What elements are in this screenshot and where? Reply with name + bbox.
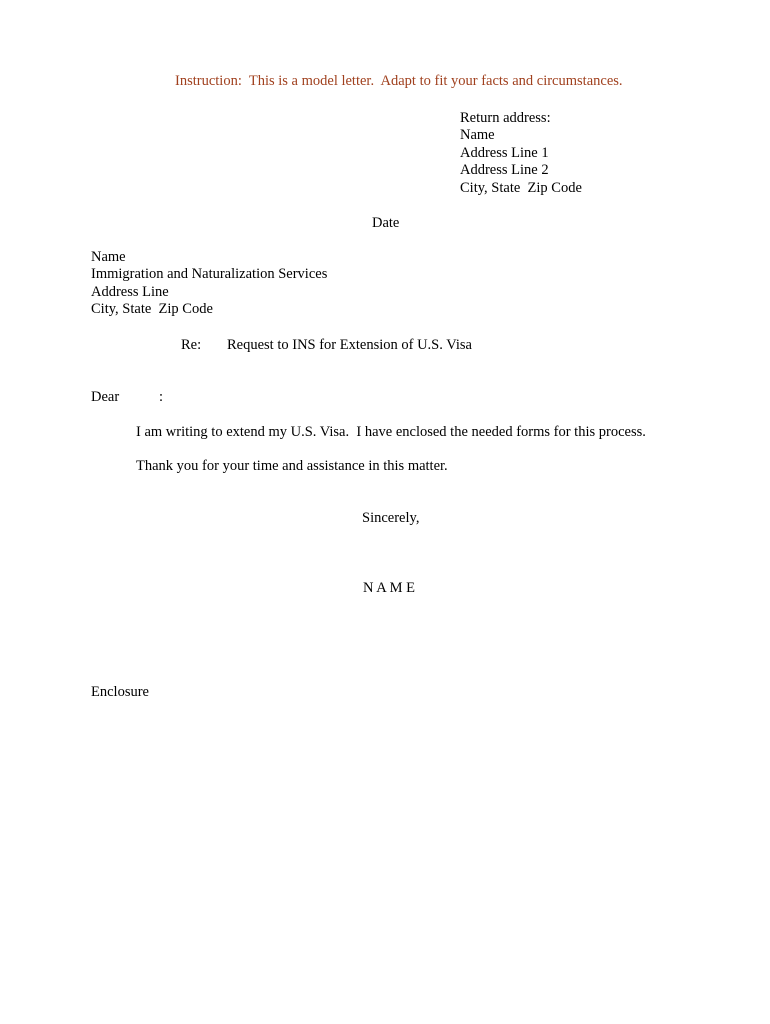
closing: Sincerely, <box>362 510 420 526</box>
return-address-block <box>460 110 582 197</box>
return-address-name: Name <box>460 127 495 144</box>
recipient-city-state-zip: City, State Zip Code <box>91 301 213 318</box>
enclosure-note: Enclosure <box>91 684 149 700</box>
re-label: Re: <box>181 337 202 353</box>
signature-name: N A M E <box>363 580 415 596</box>
return-address-line-1: Address Line 1 <box>460 144 549 161</box>
salutation-dear: Dear <box>91 389 120 405</box>
instruction-note: Instruction: This is a model letter. Adapt to fit your facts and circumstances. <box>175 73 623 89</box>
letter-date: Date <box>372 215 400 231</box>
recipient-address-block <box>91 249 327 319</box>
body-paragraph-2: Thank you for your time and assistance in this matter. <box>136 458 448 474</box>
body-paragraph-1: I am writing to extend my U.S. Visa. I have enclosed the needed forms for this process. <box>136 424 646 440</box>
recipient-name: Name <box>91 249 126 265</box>
return-address-heading: Return address: <box>460 110 551 126</box>
return-address-line-2: Address Line 2 <box>460 162 549 179</box>
re-subject: Request to INS for Extension of U.S. Visa <box>227 337 472 353</box>
recipient-address-line: Address Line <box>91 283 169 300</box>
return-address-city-state-zip: City, State Zip Code <box>460 179 582 196</box>
recipient-organization: Immigration and Naturalization Services <box>91 266 328 283</box>
salutation-colon: : <box>159 389 164 405</box>
